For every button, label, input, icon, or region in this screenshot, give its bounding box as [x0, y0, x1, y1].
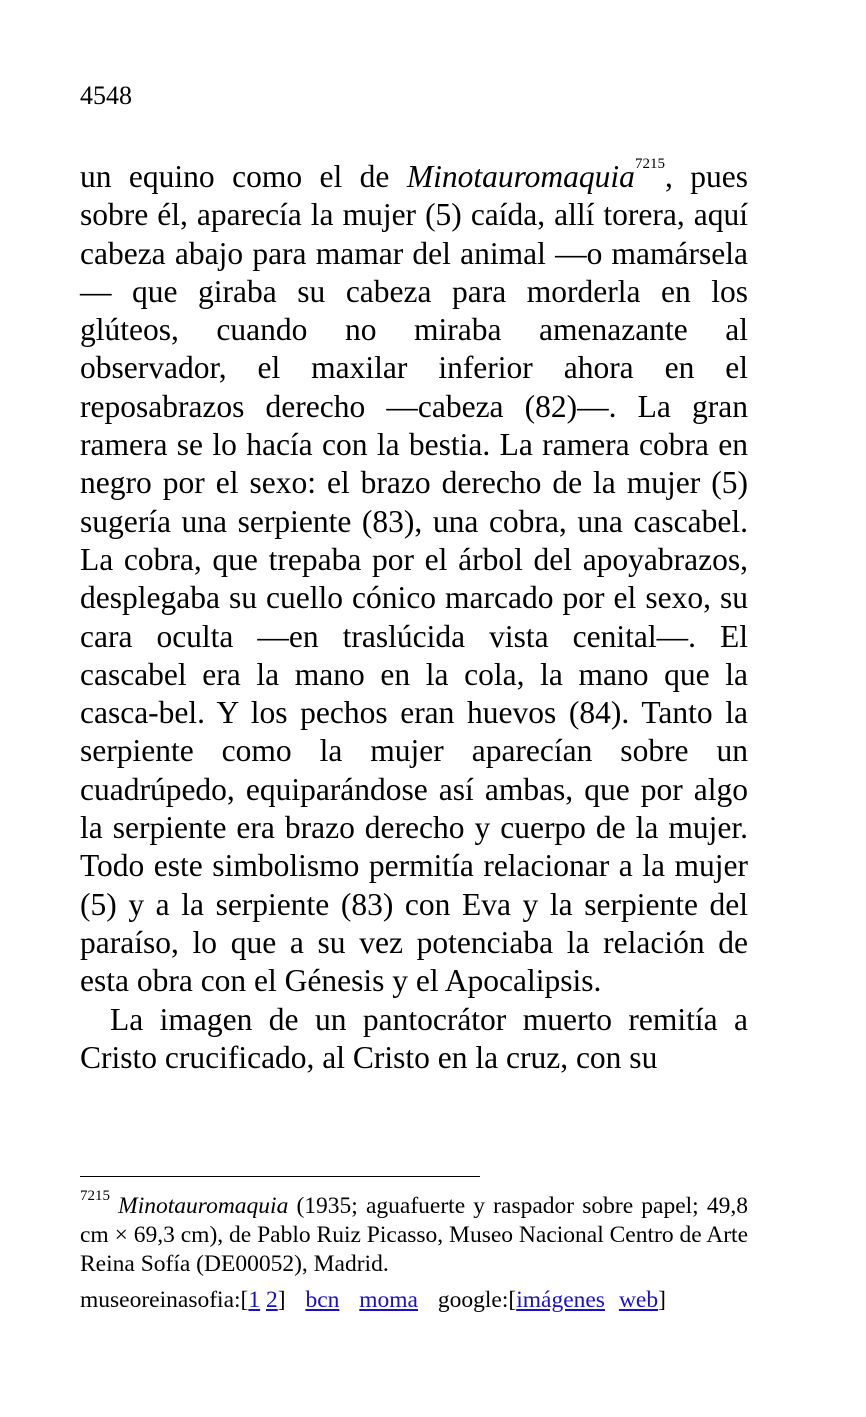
footnote-artwork-title: Minotauromaquia	[118, 1193, 289, 1219]
paragraph-2: La imagen de un pantocrátor muerto remitía a Cristo crucificado, al Cristo en la cruz, con su	[80, 1001, 748, 1075]
google-prefix: google:[	[437, 1287, 517, 1313]
footnote-number: 7215	[80, 1188, 110, 1204]
footnote-section	[80, 1188, 748, 1279]
google-web-link[interactable]: web	[618, 1287, 659, 1313]
footnote-reference[interactable]: 7215	[634, 156, 665, 172]
body-text	[80, 158, 748, 1077]
footnote-divider	[80, 1176, 480, 1177]
footnote	[80, 1188, 748, 1279]
paragraph-1	[80, 158, 748, 1001]
google-images-link[interactable]: imágenes	[516, 1287, 605, 1313]
museoreinasofia-link-2[interactable]: 2	[265, 1287, 278, 1313]
google-suffix: ]	[658, 1287, 666, 1313]
museoreinasofia-prefix: museoreinasofia:[	[80, 1287, 249, 1313]
museoreinasofia-suffix: ]	[277, 1287, 286, 1313]
footnote-text: (1935; aguafuerte y raspador sobre papel; 49,8 cm × 69,3 cm), de Pablo Ruiz Picasso, Museo Nacional Centro de Arte Reina Sofía (DE00052), Madrid.	[80, 1193, 748, 1277]
museoreinasofia-link-1[interactable]: 1	[248, 1287, 261, 1313]
paragraph-1-start: un equino como el de	[80, 159, 407, 194]
artwork-title: Minotauromaquia	[406, 159, 635, 194]
reference-links	[80, 1286, 666, 1315]
page-number: 4548	[80, 81, 132, 110]
moma-link[interactable]: moma	[359, 1287, 418, 1313]
bcn-link[interactable]: bcn	[305, 1287, 340, 1313]
paragraph-1-rest: , pues sobre él, aparecía la mujer (5) caída, allí torera, aquí cabeza abajo para mamar del animal —o mamársela— que giraba su cabeza para morderla en los glúteos, cuando no miraba amenazante al observador, el maxilar inferior ahora en el reposabrazos derecho —cabeza (82)—. La gran ramera se lo hacía con la bestia. La ramera cobra en negro por el sexo: el brazo derecho de la mujer (5) sugería una serpiente (83), una cobra, una cascabel. La cobra, que trepaba por el árbol del apoyabrazos, desplegaba su cuello cónico marcado por el sexo, su cara oculta —en traslúcida vista cenital—. El cascabel era la mano en la cola, la mano que la casca-bel. Y los pechos eran huevos (84). Tanto la serpiente como la mujer aparecían sobre un cuadrúpedo, equiparándose así ambas, que por algo la serpiente era brazo derecho y cuerpo de la mujer. Todo este simbolismo permitía relacionar a la mujer (5) y a la serpiente (83) con Eva y la serpiente del paraíso, lo que a su vez potenciaba la relación de esta obra con el Génesis y el Apocalipsis.	[80, 159, 748, 999]
